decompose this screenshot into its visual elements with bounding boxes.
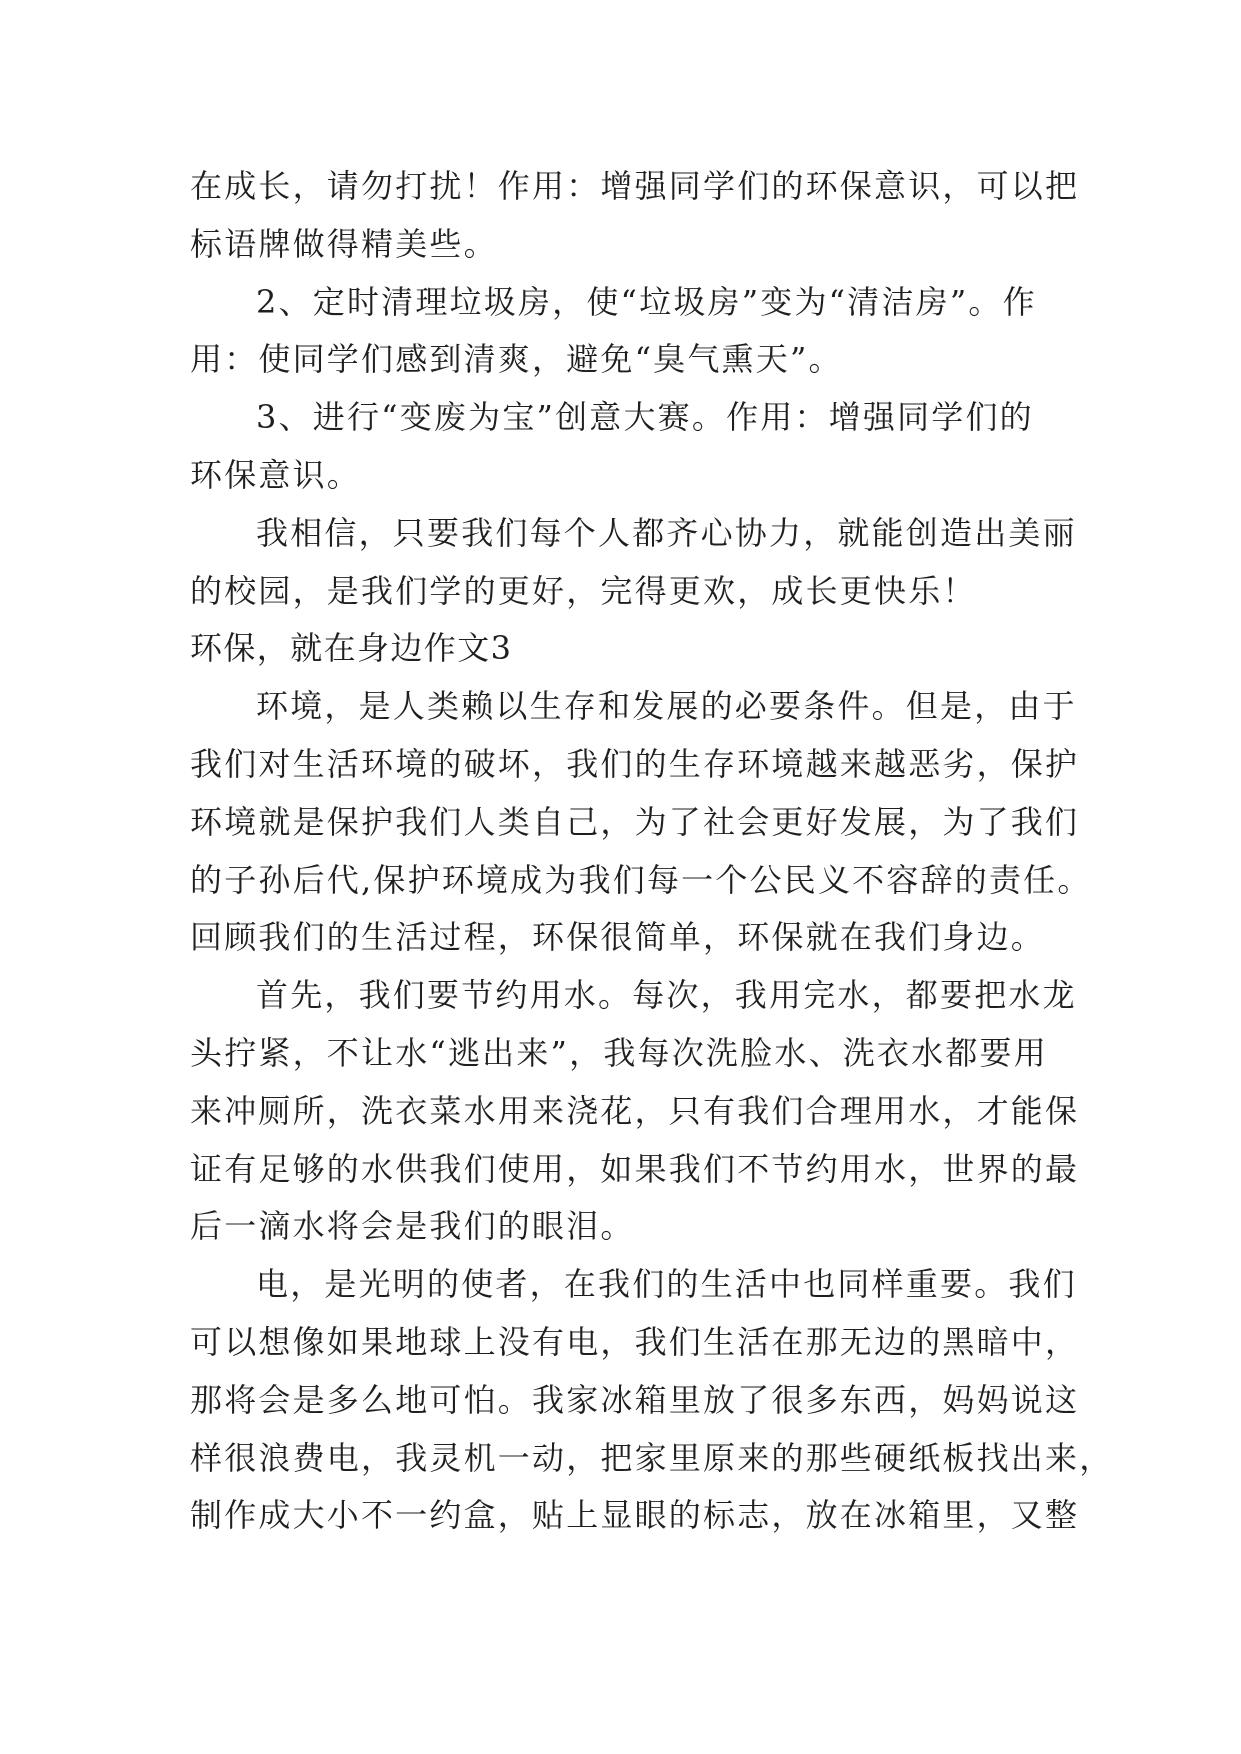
text-line: 我相信，只要我们每个人都齐心协力，就能创造出美丽	[256, 513, 1077, 552]
text-line: 可以想像如果地球上没有电，我们生活在那无边的黑暗中，	[190, 1322, 1080, 1361]
text-line: 2、定时清理垃圾房，使“垃圾房”变为“清洁房”。作	[256, 282, 1037, 321]
text-line: 电，是光明的使者，在我们的生活中也同样重要。我们	[256, 1265, 1077, 1304]
text-line: 头拧紧，不让水“逃出来”，我每次洗脸水、洗衣水都要用	[190, 1033, 1048, 1072]
text-line: 制作成大小不一约盒，贴上显眼的标志，放在冰箱里，又整	[190, 1496, 1080, 1535]
text-line: 首先，我们要节约用水。每次，我用完水，都要把水龙	[256, 976, 1077, 1015]
text-line: 我们对生活环境的破坏，我们的生存环境越来越恶劣，保护	[190, 744, 1080, 783]
document-body	[190, 158, 1114, 1545]
text-line: 来冲厕所，洗衣菜水用来浇花，只有我们合理用水，才能保	[190, 1091, 1080, 1130]
text-line: 在成长，请勿打扰！作用：增强同学们的环保意识，可以把	[190, 167, 1080, 205]
text-line: 后一滴水将会是我们的眼泪。	[190, 1207, 635, 1246]
text-line: 环保意识。	[190, 455, 362, 494]
text-line: 标语牌做得精美些。	[190, 224, 498, 263]
text-line: 环境就是保护我们人类自己，为了社会更好发展，为了我们	[190, 802, 1080, 841]
text-line: 证有足够的水供我们使用，如果我们不节约用水，世界的最	[190, 1149, 1080, 1188]
text-line: 用：使同学们感到清爽，避免“臭气熏天”。	[190, 340, 843, 379]
text-line: 的子孙后代,保护环境成为我们每一个公民义不容辞的责任。	[190, 860, 1092, 899]
text-line: 回顾我们的生活过程，环保很简单，环保就在我们身边。	[190, 918, 1046, 957]
text-line: 的校园，是我们学的更好，完得更欢，成长更快乐！	[190, 571, 977, 610]
text-line: 样很浪费电，我灵机一动，把家里原来的那些硬纸板找出来，	[190, 1438, 1114, 1477]
text-line: 那将会是多么地可怕。我家冰箱里放了很多东西，妈妈说这	[190, 1380, 1080, 1419]
section-heading: 环保，就在身边作文3	[190, 629, 513, 668]
text-line: 环境，是人类赖以生存和发展的必要条件。但是，由于	[256, 687, 1077, 726]
text-line: 3、进行“变废为宝”创意大赛。作用：增强同学们的	[256, 398, 1034, 437]
